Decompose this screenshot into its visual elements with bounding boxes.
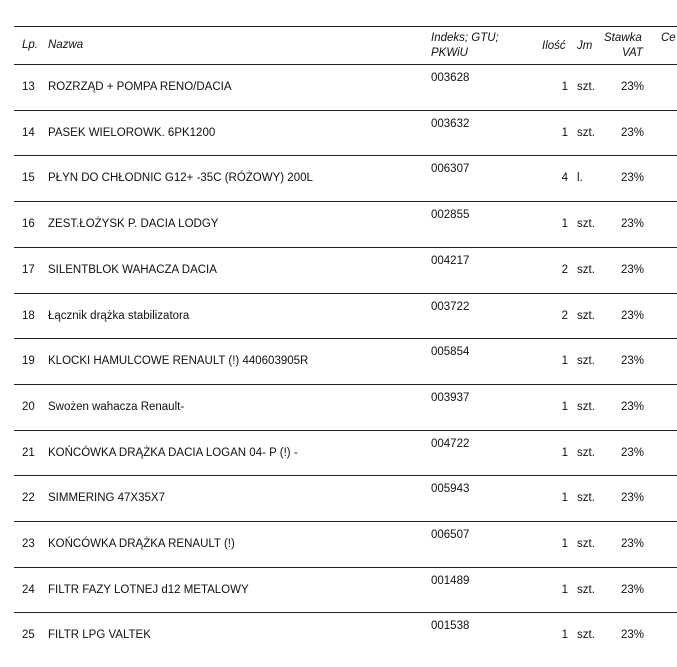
table-row: [0, 476, 677, 521]
row-vat: 23%: [620, 629, 644, 642]
row-lp: 23: [22, 538, 35, 550]
row-jm: szt.: [577, 355, 595, 368]
row-qty: 2: [561, 263, 568, 276]
header-price-partial: Ce: [661, 32, 676, 44]
row-vat: 23%: [620, 81, 644, 93]
row-index: 003722: [431, 300, 470, 313]
row-name: Łącznik drążka stabilizatora: [48, 309, 190, 322]
row-lp: 18: [22, 309, 35, 322]
header-lp: Lp.: [22, 39, 38, 51]
row-qty: 4: [561, 172, 568, 185]
table-row: [0, 248, 677, 293]
row-lp: 25: [22, 629, 35, 642]
row-qty: 1: [561, 583, 568, 596]
row-jm: l.: [577, 172, 583, 185]
header-vat-line1: Stawka: [604, 32, 642, 44]
row-vat: 23%: [620, 400, 644, 413]
header-name: Nazwa: [48, 39, 84, 51]
row-jm: szt.: [577, 583, 595, 596]
row-name: ZEST.ŁOŻYSK P. DACIA LODGY: [48, 218, 219, 231]
row-lp: 17: [22, 263, 35, 276]
row-index: 003628: [431, 72, 470, 84]
row-vat: 23%: [620, 492, 644, 505]
row-lp: 13: [22, 81, 35, 93]
table-row: [0, 568, 677, 613]
row-qty: 1: [561, 629, 568, 642]
row-qty: 1: [561, 81, 568, 93]
row-qty: 1: [561, 538, 568, 550]
row-index: 005943: [431, 483, 470, 496]
row-lp: 19: [22, 355, 35, 368]
row-qty: 1: [561, 492, 568, 505]
header-index-line2: PKWiU: [431, 47, 468, 59]
row-qty: 1: [561, 400, 568, 413]
table-row: [0, 294, 677, 339]
table-row: [0, 385, 677, 430]
header-vat-line2: VAT: [622, 47, 643, 59]
table-row: [0, 522, 677, 567]
header-index-line1: Indeks; GTU;: [431, 32, 499, 44]
row-lp: 15: [22, 172, 35, 185]
row-qty: 1: [561, 355, 568, 368]
row-qty: 1: [561, 126, 568, 139]
row-index: 005854: [431, 346, 470, 359]
row-index: 003937: [431, 391, 470, 404]
header-qty: Ilość: [542, 40, 566, 52]
row-vat: 23%: [620, 446, 644, 459]
row-vat: 23%: [620, 218, 644, 231]
row-name: PŁYN DO CHŁODNIC G12+ -35C (RÓŻOWY) 200L: [48, 172, 313, 185]
table-row: [0, 431, 677, 476]
row-vat: 23%: [620, 309, 644, 322]
row-index: 003632: [431, 117, 470, 130]
row-lp: 20: [22, 400, 35, 413]
table-row: [0, 339, 677, 384]
row-index: 004722: [431, 437, 470, 450]
row-jm: szt.: [577, 492, 595, 505]
table-row: [0, 65, 677, 110]
row-index: 006507: [431, 529, 470, 541]
row-index: 006307: [431, 163, 470, 176]
row-vat: 23%: [620, 263, 644, 276]
table-row: [0, 111, 677, 156]
row-qty: 1: [561, 218, 568, 231]
table-row: [0, 156, 677, 201]
row-jm: szt.: [577, 218, 595, 231]
row-jm: szt.: [577, 400, 595, 413]
row-index: 002855: [431, 209, 470, 222]
row-lp: 24: [22, 583, 35, 596]
row-name: FILTR LPG VALTEK: [48, 629, 151, 642]
row-jm: szt.: [577, 81, 595, 93]
row-lp: 16: [22, 218, 35, 231]
row-jm: szt.: [577, 126, 595, 139]
row-name: FILTR FAZY LOTNEJ d12 METALOWY: [48, 583, 249, 596]
row-index: 001538: [431, 620, 470, 633]
row-lp: 21: [22, 446, 35, 459]
row-name: KOŃCÓWKA DRĄŻKA RENAULT (!): [48, 538, 235, 550]
table-header-row: [0, 27, 677, 65]
row-lp: 22: [22, 492, 35, 505]
row-name: SIMMERING 47X35X7: [48, 492, 165, 505]
row-name: ROZRZĄD + POMPA RENO/DACIA: [48, 81, 232, 93]
row-vat: 23%: [620, 355, 644, 368]
row-jm: szt.: [577, 309, 595, 322]
row-jm: szt.: [577, 629, 595, 642]
row-vat: 23%: [620, 583, 644, 596]
table-row: [0, 613, 677, 658]
header-jm: Jm: [577, 40, 593, 52]
table-row: [0, 202, 677, 247]
row-qty: 1: [561, 446, 568, 459]
row-name: PASEK WIELOROWK. 6PK1200: [48, 126, 216, 139]
row-name: KOŃCÓWKA DRĄŻKA DACIA LOGAN 04- P (!) -: [48, 446, 298, 459]
row-jm: szt.: [577, 263, 595, 276]
row-jm: szt.: [577, 538, 595, 550]
row-index: 001489: [431, 574, 470, 587]
row-vat: 23%: [620, 172, 644, 185]
row-index: 004217: [431, 254, 470, 267]
row-name: Swożen wahacza Renault-: [48, 400, 185, 413]
row-jm: szt.: [577, 446, 595, 459]
row-name: KLOCKI HAMULCOWE RENAULT (!) 440603905R: [48, 355, 309, 368]
row-lp: 14: [22, 126, 35, 139]
row-vat: 23%: [620, 538, 644, 550]
row-name: SILENTBLOK WAHACZA DACIA: [48, 263, 217, 276]
row-qty: 2: [561, 309, 568, 322]
row-vat: 23%: [620, 126, 644, 139]
